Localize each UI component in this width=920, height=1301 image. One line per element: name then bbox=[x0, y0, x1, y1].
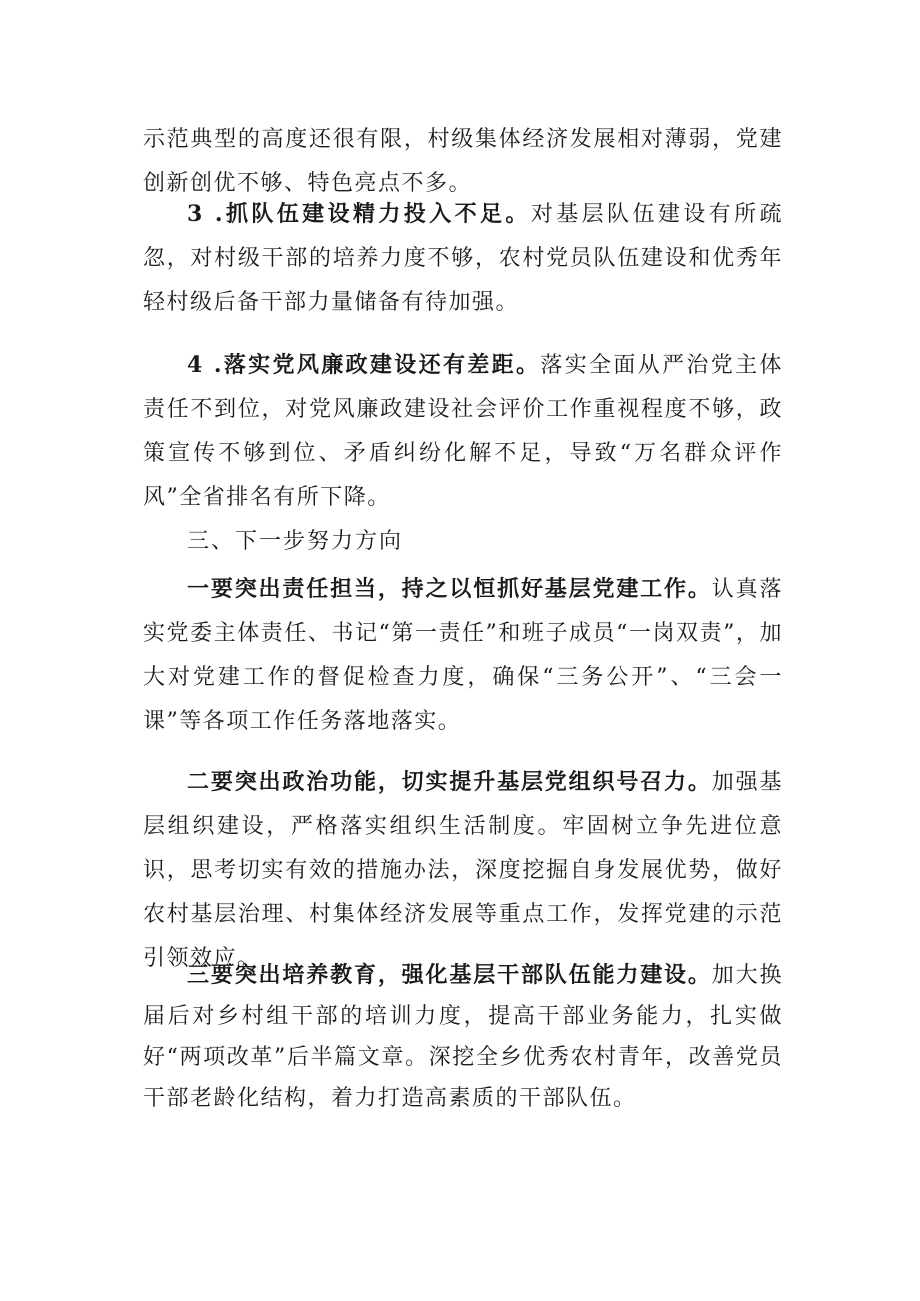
paragraph-direction-1 bbox=[143, 567, 783, 744]
paragraph-body: 加强基层组织建设，严格落实组织生活制度。牢固树立争先进位意识，思考切实有效的措施办法，深度挖掘自身发展优势，做好农村基层治理、村集体经济发展等重点工作，发挥党建的示范引领效应。 bbox=[143, 770, 783, 971]
paragraph-lead: 二要突出政治功能，切实提升基层党组织号召力。 bbox=[187, 769, 712, 795]
paragraph-lead: 一要突出责任担当，持之以恒抓好基层党建工作。 bbox=[187, 576, 712, 602]
paragraph-body: 落实全面从严治党主体责任不到位，对党风廉政建设社会评价工作重视程度不够，政策宣传不够到位、矛盾纠纷化解不足，导致“万名群众评作风”全省排名有所下降。 bbox=[143, 353, 783, 510]
paragraph-body: 示范典型的高度还很有限，村级集体经济发展相对薄弱，党建创新创优不够、特色亮点不多。 bbox=[143, 127, 783, 196]
paragraph-body: 认真落实党委主体责任、书记“第一责任”和班子成员“一岗双责”，加大对党建工作的督促检查力度，确保“三务公开”、“三会一课”等各项工作任务落地落实。 bbox=[143, 577, 783, 734]
paragraph-point-3 bbox=[143, 192, 783, 325]
paragraph-lead: 3 .抓队伍建设精力投入不足。 bbox=[187, 201, 531, 227]
paragraph-point-4 bbox=[143, 343, 783, 520]
paragraph-body: 加大换届后对乡村组干部的培训力度，提高干部业务能力，扎实做好“两项改革”后半篇文章。深挖全乡优秀农村青年，改善党员干部老龄化结构，着力打造高素质的干部队伍。 bbox=[143, 963, 783, 1111]
paragraph-lead: 三要突出培养教育，强化基层干部队伍能力建设。 bbox=[187, 962, 712, 988]
paragraph-direction-3 bbox=[143, 955, 783, 1119]
paragraph-body: 对基层队伍建设有所疏忽，对村级干部的培养力度不够，农村党员队伍建设和优秀年轻村级后备干部力量储备有待加强。 bbox=[143, 202, 783, 315]
paragraph-direction-2 bbox=[143, 760, 783, 981]
section-heading: 三、下一步努力方向 bbox=[187, 529, 404, 554]
paragraph-lead: 4 .落实党风廉政建设还有差距。 bbox=[187, 352, 541, 378]
